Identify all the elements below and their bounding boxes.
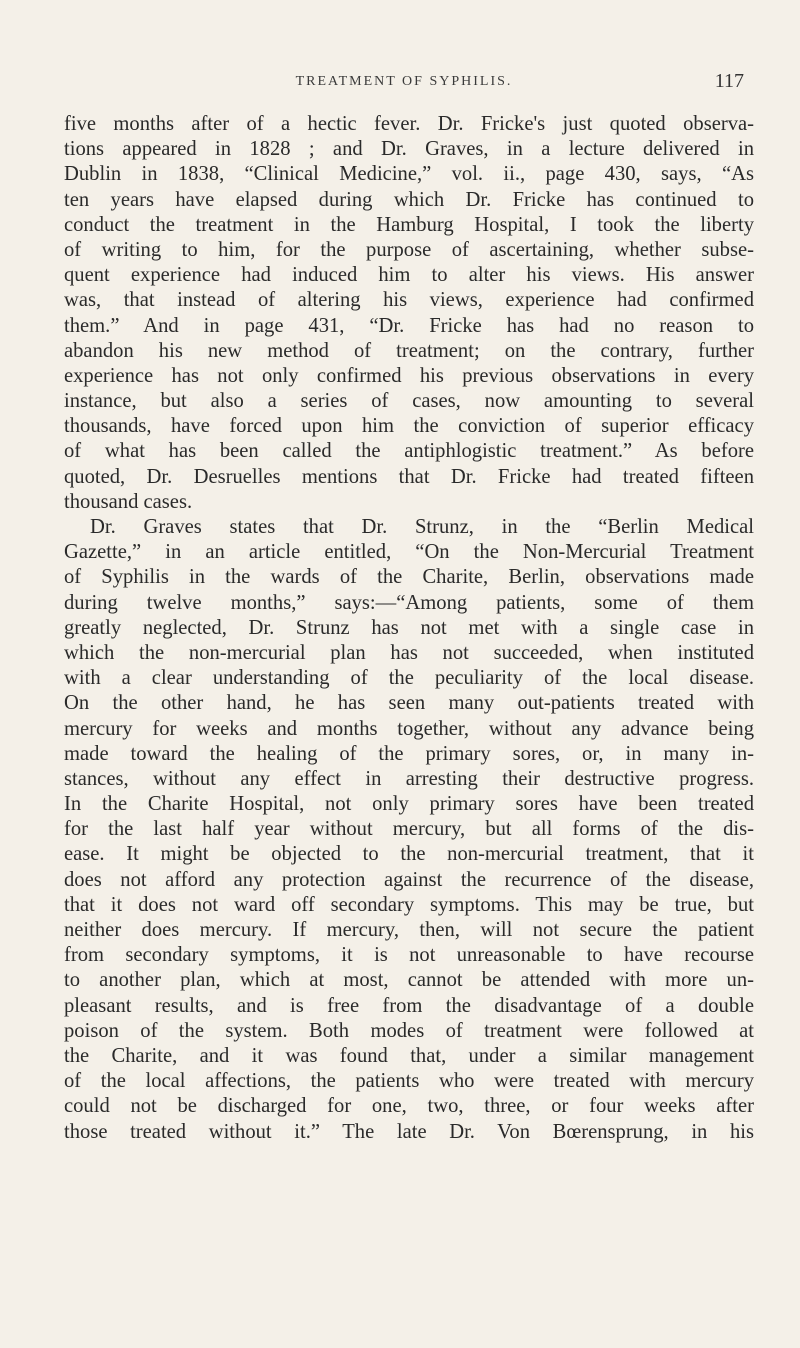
text-line: of what has been called the antiphlogistic treatment.” As before bbox=[64, 440, 754, 463]
text-line: thousands, have forced upon him the conviction of superior efficacy bbox=[64, 415, 754, 438]
text-line: ten years have elapsed during which Dr. Fricke has continued to bbox=[64, 188, 754, 211]
text-line: mercury for weeks and months together, without any advance being bbox=[64, 717, 754, 740]
text-line: those treated without it.” The late Dr. Von Bœrensprung, in his bbox=[64, 1120, 754, 1143]
text-line: five months after of a hectic fever. Dr. Fricke's just quoted observa- bbox=[64, 113, 754, 135]
text-line: which the non-mercurial plan has not succeeded, when instituted bbox=[64, 641, 754, 664]
text-line: pleasant results, and is free from the disadvantage of a double bbox=[64, 994, 754, 1017]
text-line: poison of the system. Both modes of treatment were followed at bbox=[64, 1019, 754, 1042]
text-line: does not afford any protection against the recurrence of the disease, bbox=[64, 868, 754, 891]
text-line: for the last half year without mercury, but all forms of the dis- bbox=[64, 818, 754, 841]
text-line: stances, without any effect in arresting their destructive progress. bbox=[64, 767, 754, 790]
text-line: with a clear understanding of the peculiarity of the local disease. bbox=[64, 667, 754, 690]
text-line: Gazette,” in an article entitled, “On the Non-Mercurial Treatment bbox=[64, 541, 754, 564]
text-line: to another plan, which at most, cannot be attended with more un- bbox=[64, 969, 754, 992]
page-number: 117 bbox=[714, 70, 744, 92]
text-line: was, that instead of altering his views, experience had confirmed bbox=[64, 289, 754, 312]
text-line: On the other hand, he has seen many out-patients treated with bbox=[64, 692, 754, 715]
text-line: abandon his new method of treatment; on the contrary, further bbox=[64, 339, 754, 362]
page-header bbox=[64, 70, 744, 98]
text-line: instance, but also a series of cases, now amounting to several bbox=[64, 390, 754, 413]
text-line: them.” And in page 431, “Dr. Fricke has had no reason to bbox=[64, 314, 754, 337]
text-line: Dublin in 1838, “Clinical Medicine,” vol. ii., page 430, says, “As bbox=[64, 163, 754, 186]
text-line: neither does mercury. If mercury, then, will not secure the patient bbox=[64, 919, 754, 941]
text-line: during twelve months,” says:—“Among patients, some of them bbox=[64, 591, 754, 614]
text-line: could not be discharged for one, two, three, or four weeks after bbox=[64, 1095, 754, 1118]
text-line: tions appeared in 1828 ; and Dr. Graves, in a lecture delivered in bbox=[64, 138, 754, 161]
text-line: ease. It might be objected to the non-mercurial treatment, that it bbox=[64, 843, 754, 866]
text-line: of the local affections, the patients who were treated with mercury bbox=[64, 1070, 754, 1093]
text-line: Dr. Graves states that Dr. Strunz, in the “Berlin Medical bbox=[90, 516, 754, 538]
text-line: greatly neglected, Dr. Strunz has not met with a single case in bbox=[64, 616, 754, 639]
text-line: of writing to him, for the purpose of ascertaining, whether subse- bbox=[64, 238, 754, 261]
text-line: from secondary symptoms, it is not unreasonable to have recourse bbox=[64, 944, 754, 967]
text-line: thousand cases. bbox=[64, 490, 193, 513]
text-line: made toward the healing of the primary sores, or, in many in- bbox=[64, 742, 754, 765]
text-line: of Syphilis in the wards of the Charite, Berlin, observations made bbox=[64, 566, 754, 589]
text-line: quoted, Dr. Desruelles mentions that Dr. Fricke had treated fifteen bbox=[64, 465, 754, 488]
text-line: experience has not only confirmed his previous observations in every bbox=[64, 364, 754, 387]
text-line: quent experience had induced him to alter his views. His answer bbox=[64, 264, 754, 287]
text-line: the Charite, and it was found that, under a similar management bbox=[64, 1044, 754, 1067]
body-text bbox=[64, 112, 754, 1145]
text-line: In the Charite Hospital, not only primary sores have been treated bbox=[64, 793, 754, 816]
running-head: TREATMENT OF SYPHILIS. bbox=[295, 74, 513, 89]
text-line: conduct the treatment in the Hamburg Hospital, I took the liberty bbox=[64, 213, 754, 236]
text-line: that it does not ward off secondary symptoms. This may be true, but bbox=[64, 893, 754, 916]
